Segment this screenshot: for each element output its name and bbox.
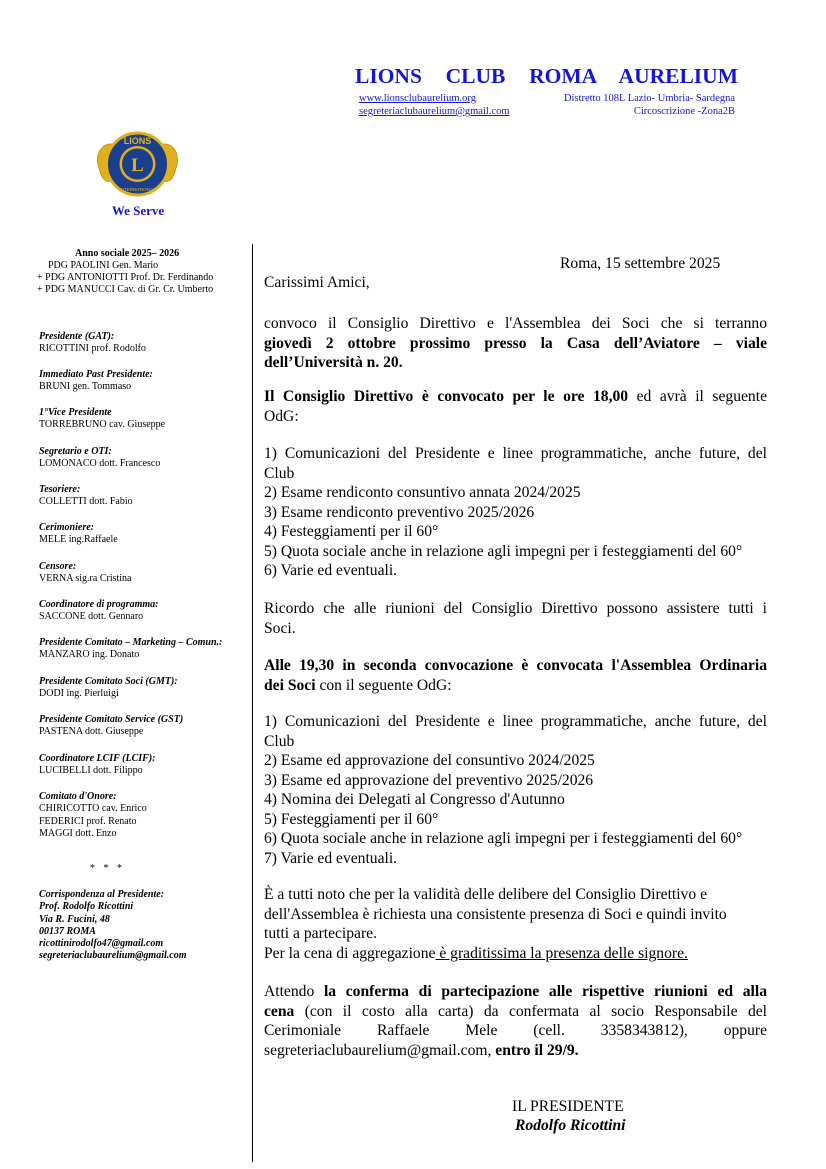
zone-label: Circoscrizione -Zona2B	[633, 106, 735, 117]
agenda-item: 7) Varie ed eventuali.	[264, 849, 398, 867]
email-link[interactable]: segreteriaclubaurelium@gmail.com	[359, 106, 510, 117]
lions-logo	[95, 124, 180, 202]
quorum-paragraph	[264, 885, 767, 963]
correspondence-line: Via R. Fucini, 48	[39, 913, 110, 925]
officer-role: Censore:	[39, 561, 77, 572]
logo-top-text: LIONS	[123, 136, 152, 146]
assembly-agenda	[264, 712, 767, 868]
intro-line: convoco il Consiglio Direttivo e l'Assemblea dei Soci che si terranno	[264, 315, 767, 332]
remind-paragraph	[264, 599, 767, 638]
assembly-paragraph	[264, 656, 767, 695]
confirm-line-bold: cena	[264, 1002, 295, 1020]
assembly-line-rest: con il seguente OdG:	[315, 676, 452, 694]
officer-role: Presidente Comitato Service (GST)	[39, 714, 184, 725]
correspondence-line: Prof. Rodolfo Ricottini	[39, 901, 134, 913]
pdg-line: PDG PAOLINI Gen. Mario	[48, 260, 159, 271]
signature-name: Rodolfo Ricottini	[515, 1117, 626, 1134]
signature-title: IL PRESIDENTE	[512, 1098, 624, 1115]
confirm-line: Attendo	[264, 983, 324, 1000]
officer-role: Cerimoniere:	[39, 522, 94, 533]
officer-block	[39, 753, 156, 778]
officer-role: Presidente Comitato Soci (GMT):	[39, 676, 178, 687]
confirm-line: Cerimoniale Raffaele Mele (cell. 3358343812), oppure	[264, 1022, 767, 1039]
correspondence-block	[39, 889, 187, 963]
agenda-item: 4) Nomina dei Delegati al Congresso d'Autunno	[264, 791, 565, 808]
officer-block	[39, 407, 165, 432]
officer-name: FEDERICI prof. Renato	[39, 815, 137, 827]
pdg-line: + PDG MANUCCI Cav. di Gr. Cr. Umberto	[37, 284, 214, 295]
intro-line: dell’Università n. 20.	[264, 354, 403, 371]
officer-name: MELE ing.Raffaele	[39, 534, 118, 546]
agenda-item: 6) Varie ed eventuali.	[264, 562, 398, 579]
agenda-item: 1) Comunicazioni del Presidente e linee programmatiche, anche future, del	[264, 445, 767, 462]
officer-role: Coordinatore LCIF (LCIF):	[39, 753, 156, 764]
officer-name: TORREBRUNO cav. Giuseppe	[39, 419, 166, 431]
officer-block	[39, 331, 146, 356]
logo-letter: L	[131, 155, 144, 176]
cd-odg: OdG:	[264, 407, 299, 425]
correspondence-heading: Corrispondenza al Presidente:	[39, 889, 165, 900]
remind-line: Soci.	[264, 619, 296, 637]
cd-paragraph	[264, 387, 767, 426]
quorum-line: È a tutti noto che per la validità delle delibere del Consiglio Direttivo e	[264, 886, 707, 903]
officer-block	[39, 561, 132, 586]
cd-convocation-rest: ed avrà il seguente	[628, 388, 767, 405]
agenda-item: 5) Quota sociale anche in relazione agli impegni per i festeggiamenti del 60°	[264, 542, 743, 560]
officer-role: Immediato Past Presidente:	[39, 369, 153, 380]
officer-role: Coordinatore di programma:	[39, 599, 159, 610]
separator-stars: * * *	[90, 863, 125, 874]
officer-name: VERNA sig.ra Cristina	[39, 573, 132, 585]
remind-line: Ricordo che alle riunioni del Consiglio Direttivo possono assistere tutti i	[264, 600, 767, 617]
officer-role: Segretario e OTI:	[39, 446, 112, 457]
correspondence-email[interactable]: segreteriaclubaurelium@gmail.com	[39, 950, 187, 962]
website-link[interactable]: www.lionsclubaurelium.org	[359, 93, 476, 104]
quorum-line: dell'Assemblea è richiesta una consistente presenza di Soci e quindi invito	[264, 905, 727, 923]
officer-name: SACCONE dott. Gennaro	[39, 611, 144, 623]
officer-name: BRUNI gen. Tommaso	[39, 381, 132, 393]
vertical-divider	[252, 244, 253, 1162]
motto: We Serve	[111, 203, 165, 218]
agenda-item: Club	[264, 732, 295, 750]
assembly-line: dei Soci	[264, 676, 316, 694]
officer-name: DODI ing. Pierluigi	[39, 688, 119, 700]
officer-role: Comitato d'Onore:	[39, 791, 117, 802]
correspondence-email[interactable]: ricottinirodolfo47@gmail.com	[39, 938, 164, 950]
confirm-paragraph	[264, 982, 767, 1060]
officer-block	[39, 599, 158, 624]
officer-name: CHIRICOTTO cav. Enrico	[39, 803, 147, 815]
officer-name: MAGGI dott. Enzo	[39, 827, 117, 839]
officer-block	[39, 522, 118, 547]
agenda-item: 3) Esame rendiconto preventivo 2025/2026	[264, 503, 535, 521]
confirm-deadline: entro il 29/9.	[495, 1041, 579, 1059]
officer-name: LUCIBELLI dott. Filippo	[39, 765, 143, 777]
officer-role: 1°Vice Presidente	[39, 407, 112, 418]
agenda-item: 6) Quota sociale anche in relazione agli impegni per i festeggiamenti del 60°	[264, 830, 743, 847]
agenda-item: 4) Festeggiamenti per il 60°	[264, 523, 439, 540]
cd-convocation: Il Consiglio Direttivo è convocato per le ore 18,00	[264, 388, 629, 405]
dinner-line-underlined: è graditissima la presenza delle signore.	[435, 944, 688, 962]
letter-date: Roma, 15 settembre 2025	[560, 255, 721, 272]
dinner-line: Per la cena di aggregazione	[264, 944, 436, 962]
agenda-item: 2) Esame rendiconto consuntivo annata 2024/2025	[264, 484, 581, 501]
officer-name: MANZARO ing. Donato	[39, 649, 140, 661]
assembly-line: Alle 19,30 in seconda convocazione è convocata l'Assemblea Ordinaria	[264, 657, 767, 674]
correspondence-line: 00137 ROMA	[39, 925, 96, 937]
greeting: Carissimi Amici,	[264, 274, 370, 291]
officer-name: LOMONACO dott. Francesco	[39, 458, 161, 470]
quorum-line: tutti a partecipare.	[264, 925, 377, 942]
officer-block	[39, 637, 222, 662]
officer-role: Presidente (GAT):	[39, 331, 115, 342]
district-label: Distretto 108L Lazio- Umbria- Sardegna	[563, 93, 735, 104]
officer-name: RICOTTINI prof. Rodolfo	[39, 343, 146, 355]
cd-agenda	[264, 444, 767, 581]
agenda-item: Club	[264, 464, 295, 482]
intro-line: giovedì 2 ottobre prossimo presso la Casa dell’Aviatore – viale	[264, 334, 767, 352]
officer-block	[39, 484, 133, 509]
club-title: LIONS CLUB ROMA AURELIUM	[355, 64, 738, 88]
logo-bottom-text: INTERNATIONAL	[119, 187, 156, 192]
intro-paragraph	[264, 314, 767, 373]
officer-role: Presidente Comitato – Marketing – Comun.:	[39, 637, 223, 648]
officer-block	[39, 714, 183, 739]
agenda-item: 3) Esame ed approvazione del preventivo 2025/2026	[264, 771, 594, 789]
officer-block	[39, 676, 178, 701]
officer-role: Tesoriere:	[39, 484, 81, 495]
officer-name: PASTENA dott. Giuseppe	[39, 726, 144, 738]
confirm-line: (con il costo alla carta) da confermata al socio Responsabile del	[294, 1002, 767, 1020]
agenda-item: 1) Comunicazioni del Presidente e linee programmatiche, anche future, del	[264, 713, 767, 730]
officer-block	[39, 446, 160, 471]
agenda-item: 2) Esame ed approvazione del consuntivo 2024/2025	[264, 752, 595, 769]
officer-name: COLLETTI dott. Fabio	[39, 496, 133, 508]
confirm-email[interactable]: segreteriaclubaurelium@gmail.com,	[264, 1041, 496, 1059]
social-year: Anno sociale 2025– 2026	[75, 248, 180, 259]
officer-block	[39, 791, 147, 840]
officer-block	[39, 369, 153, 394]
agenda-item: 5) Festeggiamenti per il 60°	[264, 810, 439, 828]
confirm-line-bold: la conferma di partecipazione alle rispettive riunioni ed alla	[323, 983, 767, 1000]
pdg-line: + PDG ANTONIOTTI Prof. Dr. Ferdinando	[37, 272, 214, 283]
